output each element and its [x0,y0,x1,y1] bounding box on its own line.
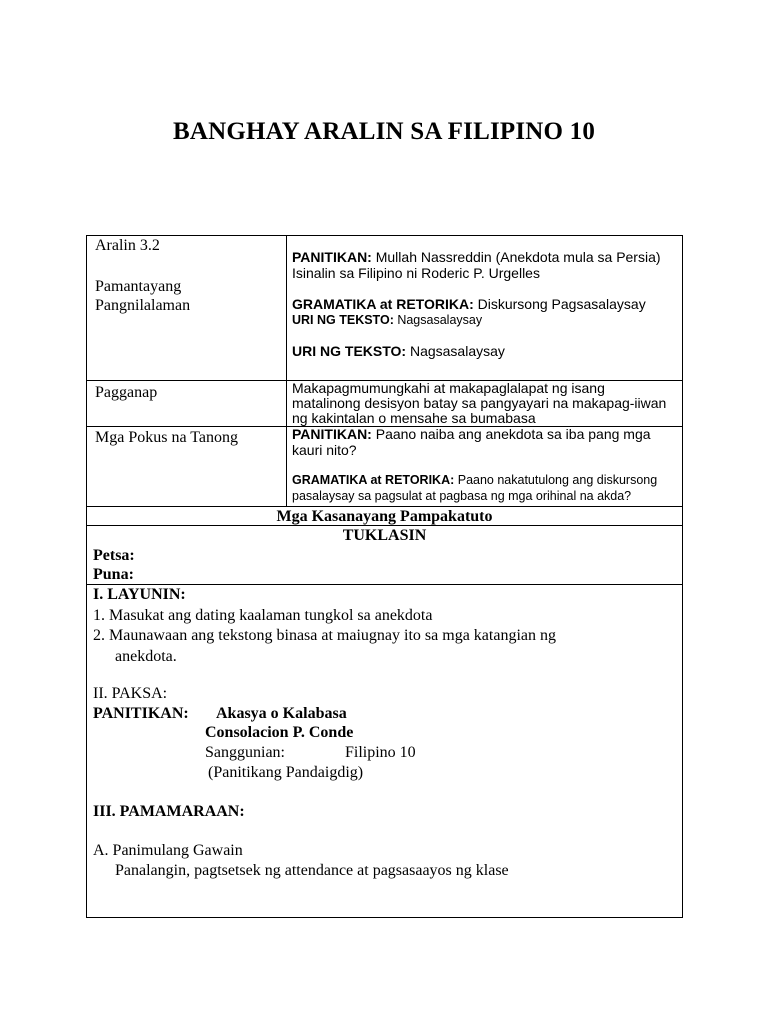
column-divider [286,235,287,506]
petsa-label: Petsa: [93,547,135,564]
section-subheading: TUKLASIN [342,527,427,544]
puna-label: Puna: [93,566,134,583]
section-heading: Mga Kasanayang Pampakatuto [276,508,493,525]
layunin-item-cont: anekdota. [115,648,177,665]
pokus-gramatika-line: GRAMATIKA at RETORIKA: Paano nakatutulong ang diskursong [292,473,658,487]
uri-teksto-line: URI NG TEKSTO: Nagsasalaysay [292,343,505,359]
sanggunian-label: Sanggunian: [205,744,285,761]
pokus-panitikan-line2: kauri nito? [292,442,357,458]
panimulang-gawain-label: A. Panimulang Gawain [93,842,243,859]
pagganap-line: ng kakintalan o mensahe sa bumabasa [292,410,536,426]
sanggunian-value: Filipino 10 [345,744,416,761]
pamantayang-label: Pamantayang [95,278,182,295]
panimulang-gawain-text: Panalangin, pagtsetsek ng attendance at pagsasaayos ng klase [115,862,509,879]
uri-teksto-small: URI NG TEKSTO: Nagsasalaysay [292,313,483,327]
panitikan-line: PANITIKAN: Mullah Nassreddin (Anekdota mula sa Persia) [292,249,661,265]
pokus-panitikan-line: PANITIKAN: Paano naiba ang anekdota sa iba pang mga [292,426,651,442]
page-title: BANGHAY ARALIN SA FILIPINO 10 [172,118,596,145]
panitikan-translator: Isinalin sa Filipino ni Roderic P. Urgelles [292,265,540,281]
pokus-label: Mga Pokus na Tanong [95,429,239,446]
pokus-gramatika-line2: pasalaysay sa pagsulat at pagbasa ng mga orihinal na akda? [292,489,632,503]
pagganap-line: Makapagmumungkahi at makapaglalapat ng isang [292,380,605,396]
pamamaraan-heading: III. PAMAMARAAN: [93,803,245,820]
pagganap-label: Pagganap [95,384,158,401]
pagganap-line: matalinong desisyon batay sa pangyayari na makapag-iiwan [292,395,667,411]
gramatika-line: GRAMATIKA at RETORIKA: Diskursong Pagsasalaysay [292,296,646,312]
paksa-panitikan-label: PANITIKAN: [93,705,189,722]
layunin-item: 2. Maunawaan ang tekstong binasa at maiugnay ito sa mga katangian ng [93,627,556,644]
paksa-title: Akasya o Kalabasa [216,705,347,722]
paksa-author: Consolacion P. Conde [205,724,354,741]
pangnilalaman-label: Pangnilalaman [95,297,191,314]
layunin-item: 1. Masukat ang dating kaalaman tungkol sa anekdota [93,607,433,624]
paksa-heading: II. PAKSA: [93,685,168,702]
panitikang-pandaigdig: (Panitikang Pandaigdig) [208,764,364,781]
aralin-label: Aralin 3.2 [95,237,160,254]
layunin-heading: I. LAYUNIN: [93,586,186,603]
